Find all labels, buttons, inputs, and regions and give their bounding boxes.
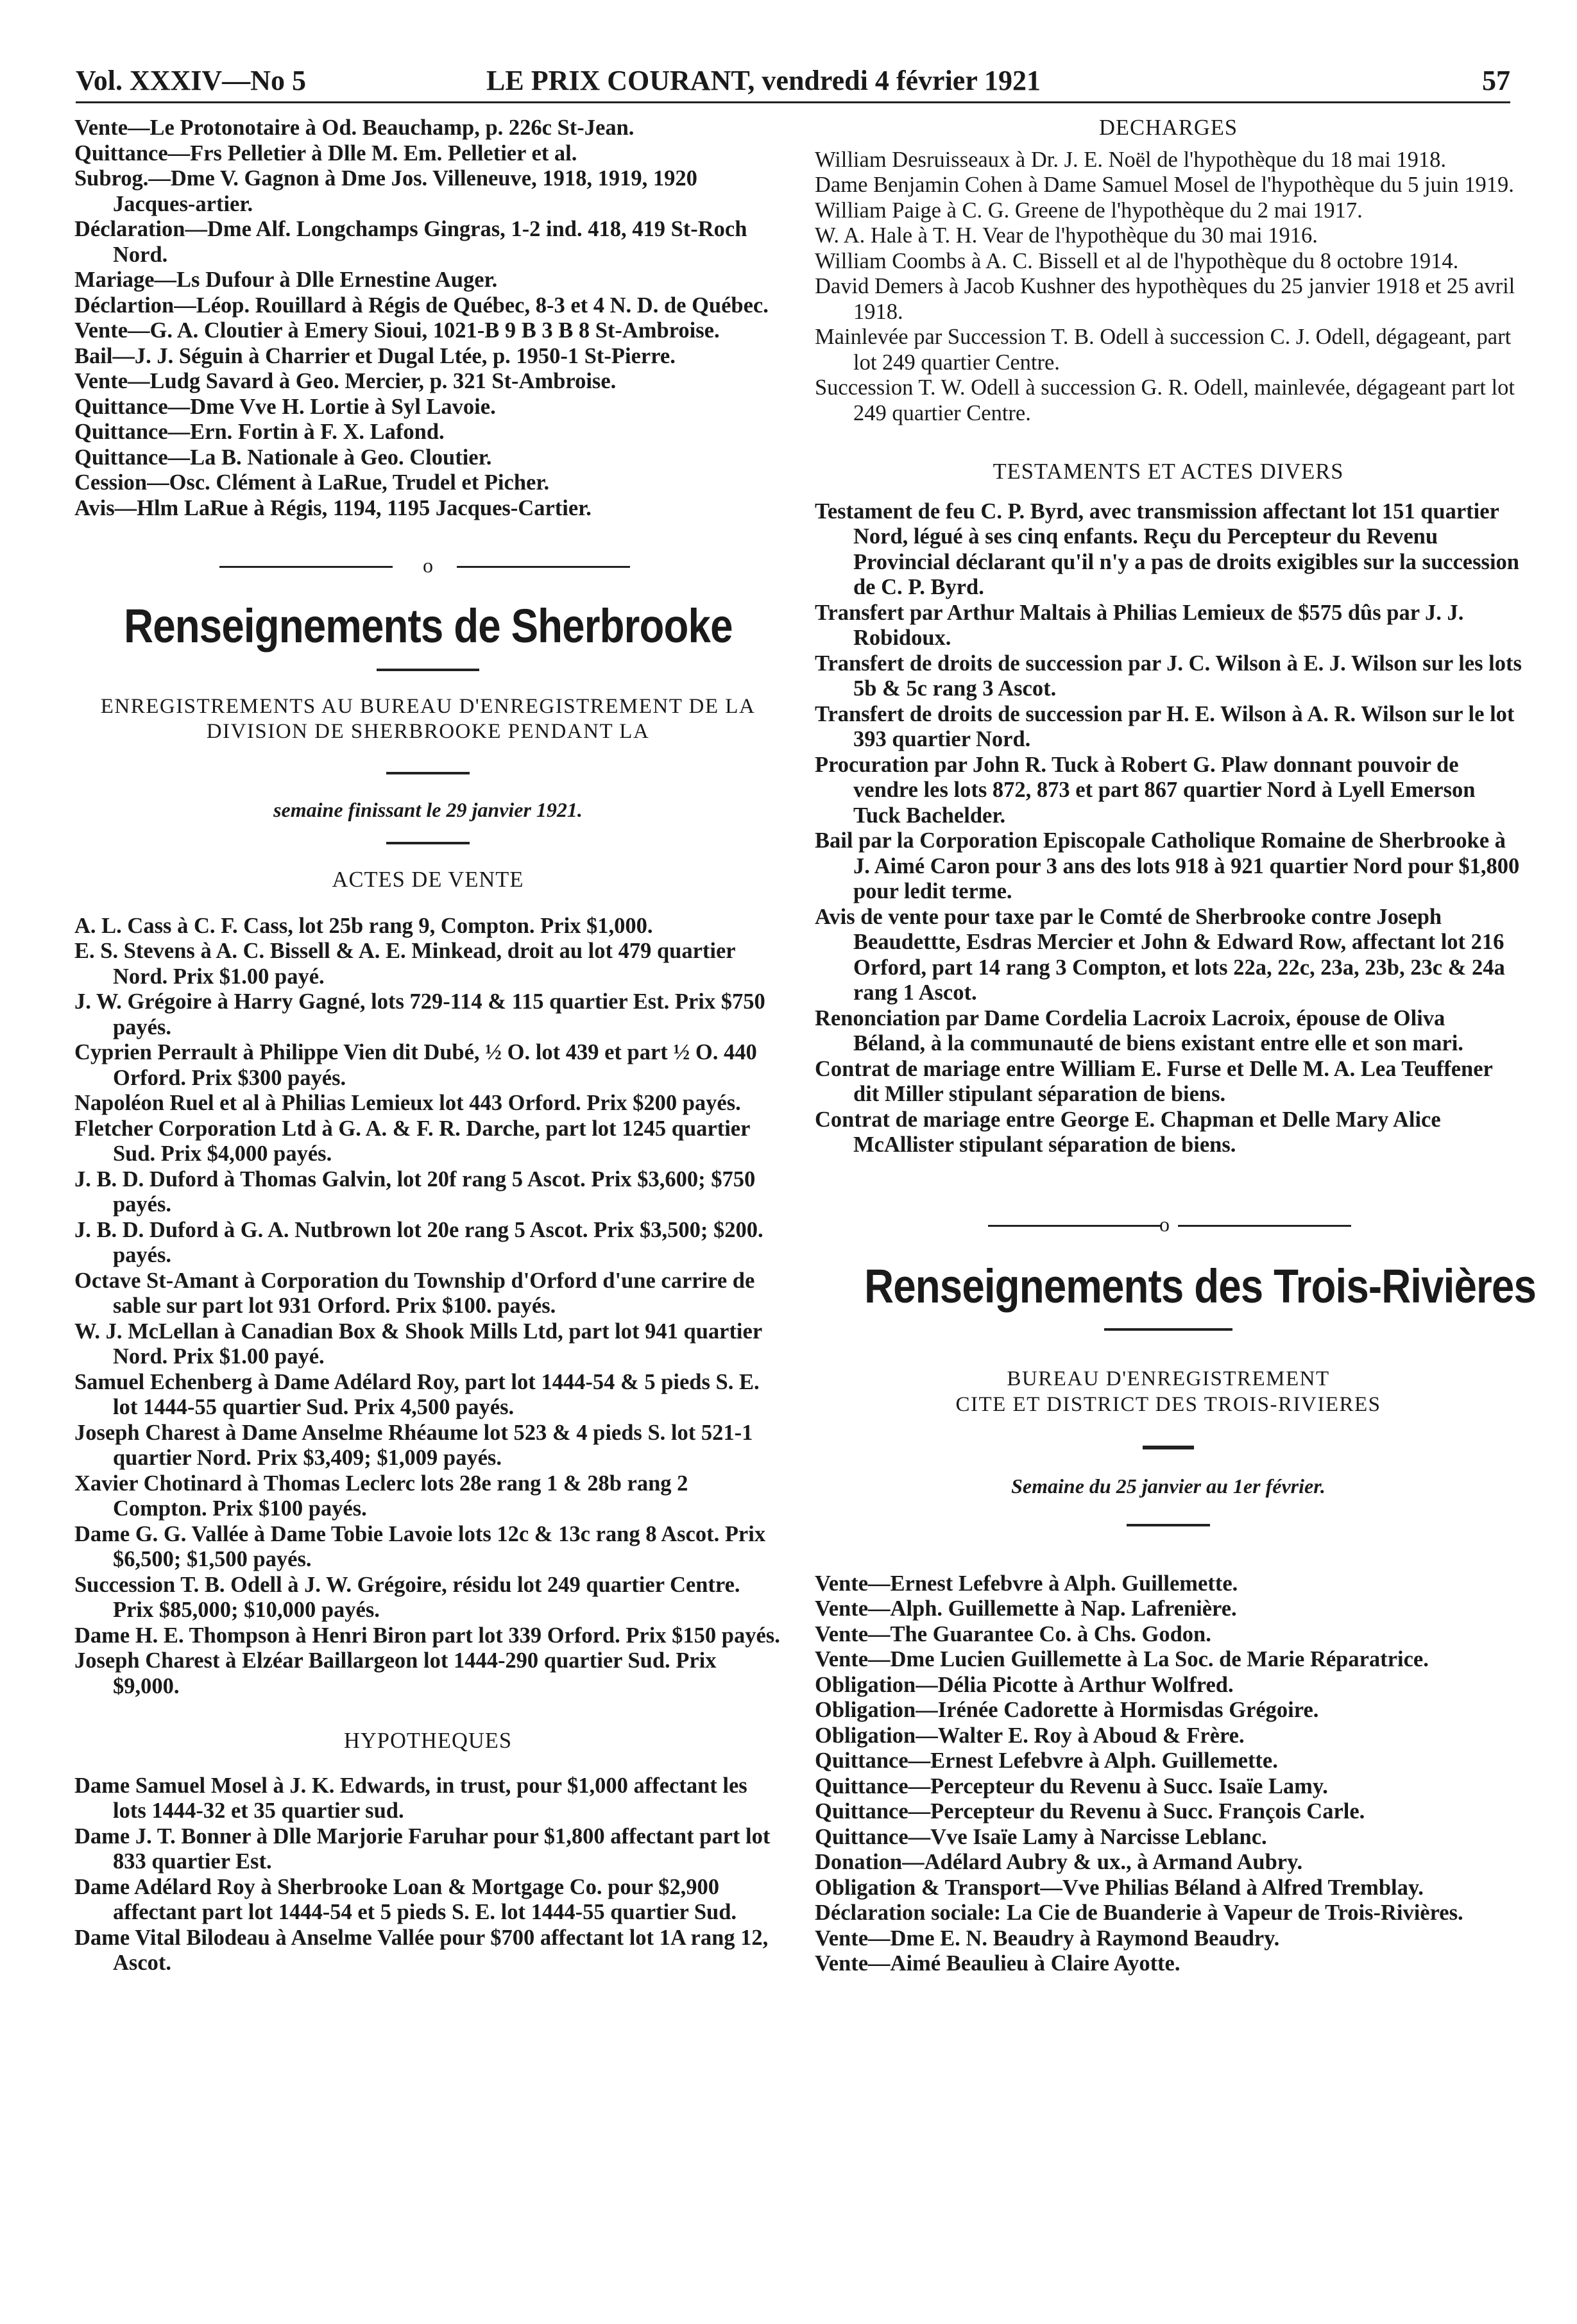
- list-item: Mainlevée par Succession T. B. Odell à succession C. J. Odell, dégageant, part lot 249 quartier Centre.: [815, 325, 1512, 375]
- list-item: Déclaration—Dme Alf. Longchamps Gingras, 1-2 ind. 418, 419 St-Roch Nord.: [74, 217, 747, 267]
- list-item: Testament de feu C. P. Byrd, avec transmission affectant lot 151 quartier Nord, légué à ses cinq enfants. Reçu du Percepteur du Revenu Provincial déclarant qu'il n'y a pas de droits exigibles sur la succession de C. P. Byrd.: [815, 499, 1519, 599]
- list-item: Vente—Dme E. N. Beaudry à Raymond Beaudry.: [815, 1926, 1280, 1951]
- list-item: Succession T. B. Odell à J. W. Grégoire, résidu lot 249 quartier Centre. Prix $85,000; $10,000 payés.: [74, 1572, 740, 1622]
- list-item: Dame J. T. Bonner à Dlle Marjorie Faruhar pour $1,800 affectant part lot 833 quartier Est.: [74, 1824, 771, 1874]
- trois-rivieres-week-line: Semaine du 25 janvier au 1er février.: [1011, 1474, 1326, 1498]
- trois-rivieres-section-title: Renseignements des Trois-Rivières: [864, 1259, 1537, 1313]
- trois-rivieres-subheading-2: CITE ET DISTRICT DES TROIS-RIVIERES: [955, 1392, 1381, 1416]
- list-item: Quittance—Percepteur du Revenu à Succ. François Carle.: [815, 1799, 1365, 1824]
- list-item: J. B. D. Duford à Thomas Galvin, lot 20f rang 5 Ascot. Prix $3,600; $750 payés.: [74, 1166, 756, 1217]
- list-item: Quittance—Vve Isaïe Lamy à Narcisse Leblanc.: [815, 1824, 1267, 1849]
- sherbrooke-subheading: ENREGISTREMENTS AU BUREAU D'ENREGISTREMENT DE LA DIVISION DE SHERBROOKE PENDANT LA: [100, 694, 756, 743]
- sherbrooke-week-line: semaine finissant le 29 janvier 1921.: [273, 798, 583, 821]
- page-number: 57: [1482, 65, 1510, 96]
- left-column: [74, 115, 781, 1976]
- trois-rivieres-list: [815, 1571, 1522, 1977]
- page-header: [76, 62, 1510, 103]
- list-item: Obligation—Walter E. Roy à Aboud & Frère.: [815, 1723, 1245, 1748]
- list-item: W. A. Hale à T. H. Vear de l'hypothèque du 30 mai 1916.: [815, 223, 1318, 248]
- list-item: Fletcher Corporation Ltd à G. A. & F. R. Darche, part lot 1245 quartier Sud. Prix $4,000 payés.: [74, 1116, 750, 1166]
- ornament-divider: o: [815, 1216, 1522, 1235]
- list-item: Dame Samuel Mosel à J. K. Edwards, in trust, pour $1,000 affectant les lots 1444-32 et 35 quartier sud.: [74, 1773, 747, 1823]
- list-item: Quittance—Percepteur du Revenu à Succ. Isaïe Lamy.: [815, 1773, 1328, 1799]
- list-item: Déclaration sociale: La Cie de Buanderie à Vapeur de Trois-Rivières.: [815, 1901, 1463, 1925]
- list-item: William Paige à C. G. Greene de l'hypothèque du 2 mai 1917.: [815, 198, 1363, 223]
- list-item: Transfert par Arthur Maltais à Philias Lemieux de $575 dûs par J. J. Robidoux.: [815, 600, 1464, 650]
- list-item: Vente—Le Protonotaire à Od. Beauchamp, p. 226c St-Jean.: [74, 115, 635, 140]
- list-item: Quittance—Frs Pelletier à Dlle M. Em. Pelletier et al.: [74, 141, 577, 166]
- list-item: Xavier Chotinard à Thomas Leclerc lots 28e rang 1 & 28b rang 2 Compton. Prix $100 payés.: [74, 1471, 688, 1521]
- right-column: [815, 115, 1537, 1977]
- list-item: Vente—The Guarantee Co. à Chs. Godon.: [815, 1621, 1211, 1646]
- list-item: J. W. Grégoire à Harry Gagné, lots 729-114 & 115 quartier Est. Prix $750 payés.: [74, 989, 765, 1039]
- list-item: Contrat de mariage entre William E. Furse et Delle M. A. Lea Teuffener dit Miller stipulant séparation de biens.: [815, 1056, 1493, 1106]
- ornament-divider: o: [74, 557, 781, 576]
- list-item: Donation—Adélard Aubry & ux., à Armand Aubry.: [815, 1850, 1303, 1874]
- list-item: Vente—Dme Lucien Guillemette à La Soc. de Marie Réparatrice.: [815, 1647, 1429, 1671]
- list-item: David Demers à Jacob Kushner des hypothèques du 25 janvier 1918 et 25 avril 1918.: [815, 274, 1515, 324]
- list-item: Transfert de droits de succession par H. E. Wilson à A. R. Wilson sur le lot 393 quartier Nord.: [815, 701, 1515, 751]
- list-item: Bail—J. J. Séguin à Charrier et Dugal Ltée, p. 1950-1 St-Pierre.: [74, 343, 676, 368]
- list-item: Vente—Ludg Savard à Geo. Mercier, p. 321 St-Ambroise.: [74, 369, 617, 393]
- list-item: Procuration par John R. Tuck à Robert G. Plaw donnant pouvoir de vendre les lots 872, 873 et part 867 quartier Nord à Lyell Emerson Tuck Bachelder.: [815, 752, 1476, 828]
- testaments-heading: TESTAMENTS ET ACTES DIVERS: [993, 459, 1344, 484]
- list-item: Quittance—Ern. Fortin à F. X. Lafond.: [74, 420, 445, 444]
- list-item: E. S. Stevens à A. C. Bissell & A. E. Minkead, droit au lot 479 quartier Nord. Prix $1.00 payé.: [74, 939, 735, 989]
- quebec-entries-list: [74, 115, 781, 521]
- list-item: Dame Adélard Roy à Sherbrooke Loan & Mortgage Co. pour $2,900 affectant part lot 1444-54 et 5 pieds S. E. lot 1444-55 quartier Sud.: [74, 1874, 737, 1924]
- decharges-heading: DECHARGES: [1098, 115, 1238, 140]
- list-item: William Coombs à A. C. Bissell et al de l'hypothèque du 8 octobre 1914.: [815, 248, 1459, 273]
- list-item: Joseph Charest à Dame Anselme Rhéaume lot 523 & 4 pieds S. lot 521-1 quartier Nord. Prix $3,409; $1,009 payés.: [74, 1420, 753, 1470]
- list-item: Mariage—Ls Dufour à Dlle Ernestine Auger.: [74, 268, 498, 292]
- list-item: Obligation & Transport—Vve Philias Béland à Alfred Tremblay.: [815, 1875, 1424, 1900]
- list-item: Succession T. W. Odell à succession G. R. Odell, mainlevée, dégageant part lot 249 quartier Centre.: [815, 375, 1515, 425]
- list-item: Dame Vital Bilodeau à Anselme Vallée pour $700 affectant lot 1A rang 12, Ascot.: [74, 1925, 769, 1975]
- decharges-list: [815, 148, 1522, 427]
- list-item: Napoléon Ruel et al à Philias Lemieux lot 443 Orford. Prix $200 payés.: [74, 1091, 741, 1115]
- hypotheques-heading: HYPOTHEQUES: [343, 1729, 513, 1753]
- list-item: Quittance—Ernest Lefebvre à Alph. Guillemette.: [815, 1748, 1278, 1773]
- list-item: Samuel Echenberg à Dame Adélard Roy, part lot 1444-54 & 5 pieds S. E. lot 1444-55 quartier Sud. Prix 4,500 payés.: [74, 1369, 760, 1419]
- list-item: Subrog.—Dme V. Gagnon à Dme Jos. Villeneuve, 1918, 1919, 1920 Jacques-artier.: [74, 166, 697, 216]
- list-item: Vente—Aimé Beaulieu à Claire Ayotte.: [815, 1951, 1181, 1976]
- list-item: Obligation—Délia Picotte à Arthur Wolfred.: [815, 1672, 1234, 1697]
- trois-rivieres-subheading-1: BUREAU D'ENREGISTREMENT: [1007, 1367, 1330, 1390]
- testaments-list: [815, 499, 1522, 1158]
- list-item: Dame Benjamin Cohen à Dame Samuel Mosel de l'hypothèque du 5 juin 1919.: [815, 173, 1514, 197]
- list-item: Déclartion—Léop. Rouillard à Régis de Québec, 8-3 et 4 N. D. de Québec.: [74, 293, 769, 318]
- actes-de-vente-list: [74, 914, 781, 1700]
- actes-de-vente-heading: ACTES DE VENTE: [332, 867, 524, 892]
- list-item: Renonciation par Dame Cordelia Lacroix Lacroix, épouse de Oliva Béland, à la communauté de biens existant entre elle et son mari.: [815, 1005, 1463, 1055]
- hypotheques-list: [74, 1773, 781, 1976]
- list-item: Transfert de droits de succession par J. C. Wilson à E. J. Wilson sur les lots 5b & 5c rang 3 Ascot.: [815, 651, 1522, 701]
- list-item: A. L. Cass à C. F. Cass, lot 25b rang 9, Compton. Prix $1,000.: [74, 913, 653, 938]
- list-item: Vente—Ernest Lefebvre à Alph. Guillemette.: [815, 1571, 1238, 1596]
- list-item: William Desruisseaux à Dr. J. E. Noël de l'hypothèque du 18 mai 1918.: [815, 147, 1447, 172]
- list-item: Avis de vente pour taxe par le Comté de Sherbrooke contre Joseph Beaudettte, Esdras Mercier et John & Edward Row, affectant lot 216 Orford, part 14 rang 3 Compton, et lots 22a, 22c, 23a, 23b, 23c & 24a rang 1 Ascot.: [815, 904, 1505, 1005]
- list-item: Quittance—La B. Nationale à Geo. Cloutier.: [74, 445, 492, 470]
- list-item: Quittance—Dme Vve H. Lortie à Syl Lavoie.: [74, 394, 496, 419]
- list-item: Vente—Alph. Guillemette à Nap. Lafrenière.: [815, 1596, 1237, 1621]
- list-item: Cyprien Perrault à Philippe Vien dit Dubé, ½ O. lot 439 et part ½ O. 440 Orford. Prix $300 payés.: [74, 1040, 757, 1090]
- sherbrooke-section-title: Renseignements de Sherbrooke: [124, 599, 733, 653]
- list-item: Cession—Osc. Clément à LaRue, Trudel et Picher.: [74, 470, 550, 495]
- list-item: Octave St-Amant à Corporation du Township d'Orford d'une carrire de sable sur part lot 931 Orford. Prix $100. payés.: [74, 1268, 755, 1318]
- list-item: Dame G. G. Vallée à Dame Tobie Lavoie lots 12c & 13c rang 8 Ascot. Prix $6,500; $1,500 payés.: [74, 1521, 766, 1571]
- list-item: Joseph Charest à Elzéar Baillargeon lot 1444-290 quartier Sud. Prix $9,000.: [74, 1648, 717, 1698]
- volume-number: Vol. XXXIV—No 5: [76, 65, 306, 96]
- list-item: Dame H. E. Thompson à Henri Biron part lot 339 Orford. Prix $150 payés.: [74, 1623, 780, 1648]
- list-item: Contrat de mariage entre George E. Chapman et Delle Mary Alice McAllister stipulant séparation de biens.: [815, 1107, 1441, 1157]
- list-item: W. J. McLellan à Canadian Box & Shook Mills Ltd, part lot 941 quartier Nord. Prix $1.00 payé.: [74, 1319, 762, 1369]
- list-item: Bail par la Corporation Episcopale Catholique Romaine de Sherbrooke à J. Aimé Caron pour 3 ans des lots 918 à 921 quartier Nord pour $1,800 pour ledit terme.: [815, 828, 1520, 903]
- newspaper-title: LE PRIX COURANT, vendredi 4 février 1921: [486, 65, 1041, 96]
- list-item: J. B. D. Duford à G. A. Nutbrown lot 20e rang 5 Ascot. Prix $3,500; $200. payés.: [74, 1217, 763, 1267]
- list-item: Vente—G. A. Cloutier à Emery Sioui, 1021-B 9 B 3 B 8 St-Ambroise.: [74, 318, 720, 343]
- list-item: Avis—Hlm LaRue à Régis, 1194, 1195 Jacques-Cartier.: [74, 495, 592, 520]
- list-item: Obligation—Irénée Cadorette à Hormisdas Grégoire.: [815, 1698, 1319, 1722]
